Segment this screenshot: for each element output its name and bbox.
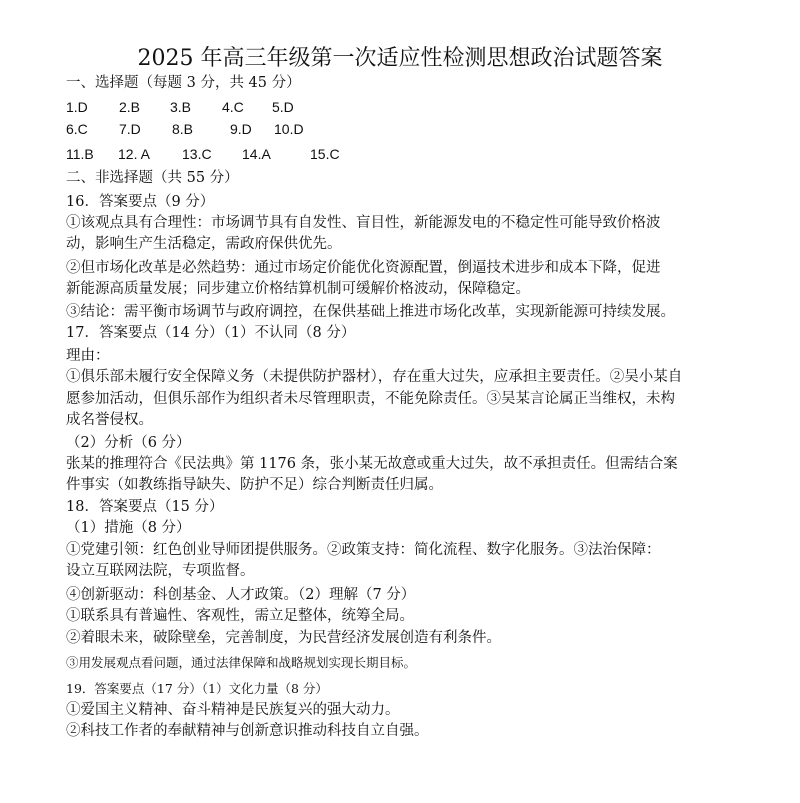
- mc-answer: 2.B: [119, 99, 141, 115]
- q17-part2-a: 张某的推理符合《民法典》第 1176 条，张小某无故意或重大过失，故不承担责任。但需结合案: [66, 456, 678, 472]
- mc-answer: 13.C: [182, 146, 212, 162]
- q17-reason-label: 理由：: [66, 348, 110, 364]
- mc-answer: 11.B: [66, 146, 94, 162]
- q17-reason-3: 成名誉侵权。: [66, 412, 153, 428]
- q18-part1-heading: （1）措施（8 分）: [66, 520, 191, 536]
- q18-measure-3: ④创新驱动：科创基金、人才政策。（2）理解（7 分）: [66, 587, 416, 603]
- mc-answer: 15.C: [310, 146, 340, 162]
- mc-answer: 14.A: [242, 146, 271, 162]
- mc-answer: 6.C: [66, 121, 88, 137]
- mc-answer: 5.D: [272, 99, 294, 115]
- mc-answer: 8.B: [172, 121, 194, 137]
- section2-heading: 二、非选择题（共 55 分）: [66, 170, 239, 186]
- q19-culture-2: ②科技工作者的奉献精神与创新意识推动科技自立自强。: [66, 723, 429, 739]
- mc-answer: 9.D: [230, 121, 252, 137]
- q17-part2-b: 件事实（如教练指导缺失、防护不足）综合判断责任归属。: [66, 477, 443, 493]
- mc-answer: 1.D: [66, 99, 88, 115]
- q19-culture-1: ①爱国主义精神、奋斗精神是民族复兴的强大动力。: [66, 702, 400, 718]
- q18-heading: 18．答案要点（15 分）: [66, 499, 224, 515]
- q16-point-1b: 动，影响生产生活稳定，需政府保供优先。: [66, 236, 342, 252]
- q17-reason-1: ①俱乐部未履行安全保障义务（未提供防护器材），存在重大过失，应承担主要责任。②吴小某自: [66, 369, 683, 385]
- mc-answer: 7.D: [119, 121, 141, 137]
- q18-understanding-1: ①联系具有普遍性、客观性，需立足整体，统筹全局。: [66, 608, 414, 624]
- q16-point-2a: ②但市场化改革是必然趋势：通过市场定价能优化资源配置，倒逼技术进步和成本下降，促进: [66, 260, 661, 276]
- page-title: 2025 年高三年级第一次适应性检测思想政治试题答案: [137, 46, 663, 71]
- q19-heading: 19．答案要点（17 分）（1）文化力量（8 分）: [66, 681, 328, 696]
- mc-answer: 3.B: [170, 99, 192, 115]
- q18-understanding-2: ②着眼未来，破除壁垒，完善制度，为民营经济发展创造有利条件。: [66, 630, 501, 646]
- mc-answer: 12. A: [118, 146, 150, 162]
- section1-heading: 一、选择题（每题 3 分，共 45 分）: [66, 75, 301, 91]
- q16-point-1a: ①该观点具有合理性：市场调节具有自发性、盲目性，新能源发电的不稳定性可能导致价格波: [66, 215, 661, 231]
- q18-understanding-3: ③用发展观点看问题，通过法律保障和战略规划实现长期目标。: [66, 655, 417, 670]
- q17-heading: 17．答案要点（14 分）（1）不认同（8 分）: [66, 325, 356, 341]
- q18-measure-1: ①党建引领：红色创业导师团提供服务。②政策支持：简化流程、数字化服务。③法治保障：: [66, 542, 661, 558]
- mc-answer: 4.C: [222, 99, 244, 115]
- q16-point-3: ③结论：需平衡市场调节与政府调控，在保供基础上推进市场化改革，实现新能源可持续发展。: [66, 304, 675, 320]
- mc-answer: 10.D: [274, 121, 304, 137]
- q18-measure-2: 设立互联网法院，专项监督。: [66, 563, 255, 579]
- q17-reason-2: 愿参加活动，但俱乐部作为组织者未尽管理职责，不能免除责任。③吴某言论属正当维权，未构: [66, 391, 675, 407]
- q16-heading: 16．答案要点（9 分）: [66, 194, 215, 210]
- q17-part2-heading: （2）分析（6 分）: [66, 435, 191, 451]
- q16-point-2b: 新能源高质量发展；同步建立价格结算机制可缓解价格波动，保障稳定。: [66, 281, 530, 297]
